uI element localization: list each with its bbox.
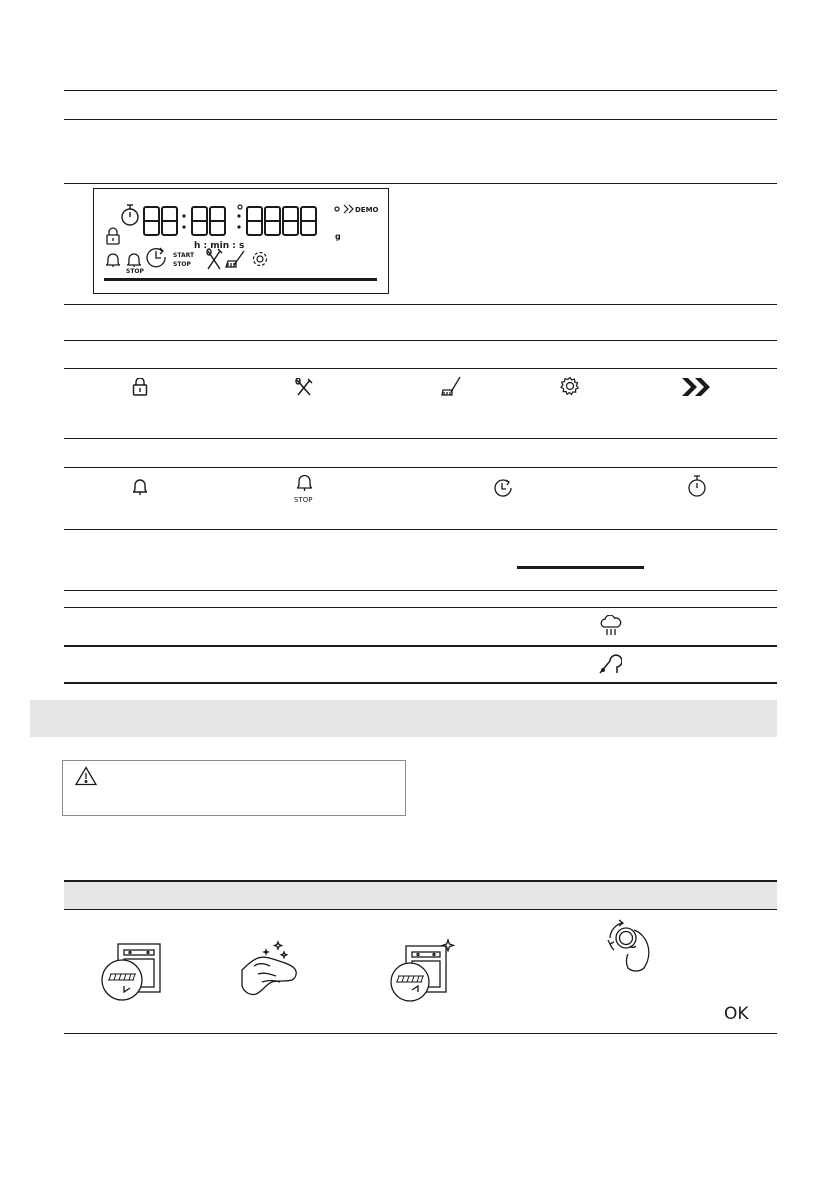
brush-icon: [441, 376, 461, 396]
oven-remove-accessories-icon: [100, 938, 164, 1002]
warning-icon: [75, 766, 97, 786]
rule-11: [64, 607, 777, 608]
warning-box: [62, 760, 406, 816]
display-lock-icon: [107, 228, 119, 244]
rule-7: [64, 438, 777, 439]
knob-turn-hand-icon: [600, 916, 660, 976]
display-bell-icon: [106, 254, 120, 267]
rule-14: [64, 1033, 777, 1034]
display-clock-icon: [147, 248, 165, 267]
rule-10: [64, 590, 777, 591]
display-gear-icon: [254, 253, 267, 266]
section-header-bar: [30, 700, 777, 737]
display-cutlery-icon: [207, 249, 222, 269]
gram-unit: g: [335, 232, 341, 241]
steam-icon: [599, 615, 623, 637]
bell-stop-label: STOP: [294, 496, 313, 504]
segment-digits: [144, 207, 316, 235]
ok-label: OK: [724, 1004, 749, 1024]
display-chevron-icon: [344, 205, 353, 213]
demo-label: DEMO: [355, 206, 379, 214]
core-probe-icon: [598, 651, 622, 677]
display-brush-icon: [226, 251, 244, 267]
bar-indicator: [517, 566, 644, 569]
table-header: [64, 880, 777, 910]
rule-6: [64, 368, 777, 369]
rule-13: [64, 682, 777, 684]
lock-icon: [132, 378, 148, 396]
stopwatch-icon: [687, 474, 707, 498]
hms-label: h : min : s: [194, 241, 245, 251]
display-progress-bar: [104, 278, 377, 281]
display-illustration: [93, 188, 389, 294]
rule-3: [64, 183, 777, 184]
rule-4: [64, 304, 777, 305]
double-chevron-icon: [680, 376, 714, 398]
display-stopwatch-icon: [122, 205, 138, 225]
bell-icon: [131, 477, 149, 497]
rule-12: [64, 645, 777, 647]
oven-insert-accessories-icon: [388, 938, 458, 1002]
display-degree-mark: [335, 207, 339, 211]
clean-hands-icon: [236, 940, 302, 996]
start-label: START: [173, 252, 195, 259]
display-bell-stop-icon: [127, 254, 141, 267]
gear-icon: [560, 376, 580, 396]
cutlery-icon: [294, 378, 314, 396]
rule-9: [64, 529, 777, 530]
rule-2: [64, 119, 777, 120]
rule-8: [64, 467, 777, 468]
bell-stop-icon: [292, 473, 318, 505]
rule-5: [64, 340, 777, 341]
clock-refresh-icon: [492, 477, 514, 499]
display-stop-label: STOP: [126, 268, 144, 275]
rule-1: [64, 90, 777, 91]
start-stop-label: STOP: [173, 261, 191, 268]
